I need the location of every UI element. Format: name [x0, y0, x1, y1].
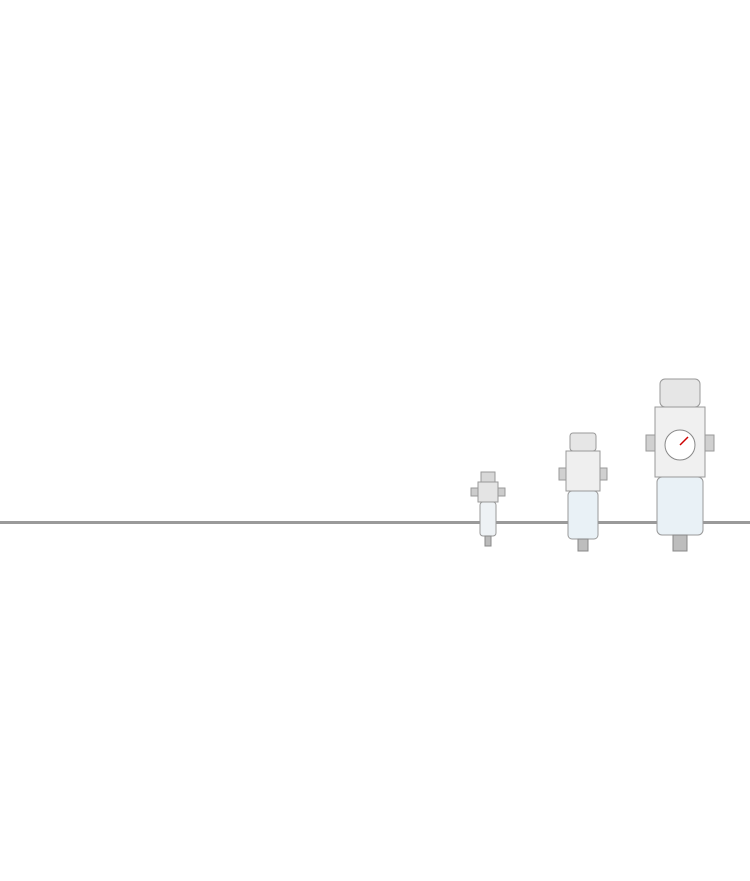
- product-image-aw10: [468, 470, 508, 560]
- product-image-aw20: [558, 430, 608, 560]
- product-image-aw40: [645, 375, 715, 560]
- divider-line: [0, 521, 750, 524]
